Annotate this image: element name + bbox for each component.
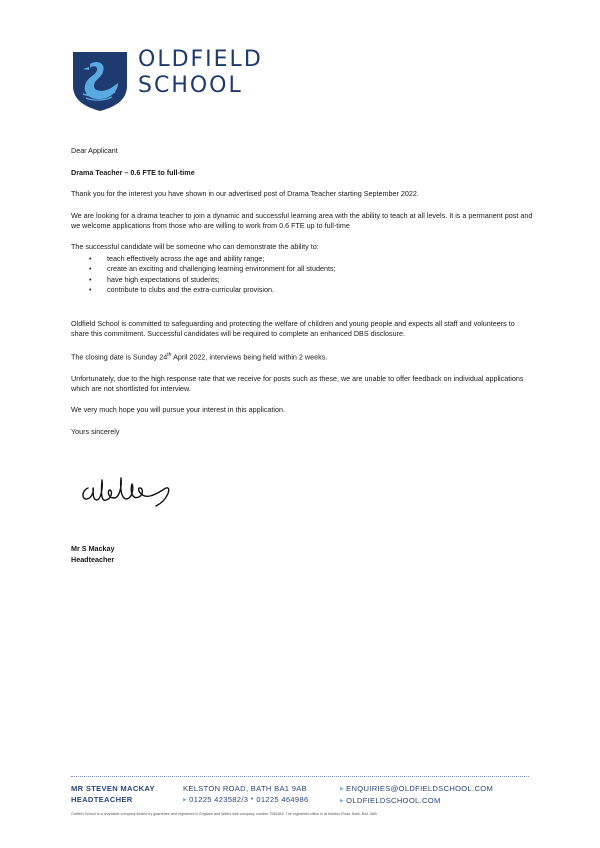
safeguarding-paragraph: Oldfield School is committed to safeguarding and protecting the welfare of children and young people and expects all staff and volunteers to share this commitment. Successful candidates will be required to complete an enhanced DBS disclosure. bbox=[71, 319, 515, 339]
web-arrow-icon: ▶ bbox=[340, 798, 345, 804]
signature-image bbox=[76, 466, 202, 514]
swan-shield-icon bbox=[71, 50, 129, 112]
footer-phone-line bbox=[183, 794, 309, 806]
closing-date-paragraph bbox=[71, 350, 533, 363]
footer-email-line[interactable] bbox=[340, 783, 493, 795]
footer-email[interactable]: ENQUIRIES@OLDFIELDSCHOOL.COM bbox=[346, 784, 494, 793]
feedback-paragraph: Unfortunately, due to the high response rate that we receive for posts such as these, we are unable to offer feedback on individual applications which are not shortlisted for interview. bbox=[71, 374, 524, 394]
phone-arrow-icon: ▶ bbox=[183, 797, 188, 803]
footer-head-title: HEADTEACHER bbox=[71, 795, 133, 804]
signoff: Yours sincerely bbox=[71, 426, 120, 436]
footer-headteacher bbox=[71, 783, 155, 805]
school-name bbox=[138, 47, 263, 99]
footer-website[interactable]: OLDFIELDSCHOOL.COM bbox=[346, 796, 441, 805]
footer-website-line[interactable] bbox=[340, 795, 493, 807]
footer-head-name: MR STEVEN MACKAY bbox=[71, 784, 155, 793]
school-name-line1: OLDFIELD bbox=[138, 47, 263, 72]
footer-divider bbox=[71, 776, 529, 777]
closing-date-text: The closing date is Sunday 24 bbox=[71, 352, 168, 362]
signatory-name: Mr S Mackay bbox=[71, 544, 115, 553]
closing-hope-paragraph: We very much hope you will pursue your interest in this application. bbox=[71, 405, 285, 415]
footer-online bbox=[340, 783, 493, 807]
salutation: Dear Applicant bbox=[71, 146, 118, 155]
intro-paragraph: Thank you for the interest you have shown in our advertised post of Drama Teacher starting September 2022. bbox=[71, 189, 419, 199]
list-item: • teach effectively across the age and ability range; bbox=[71, 254, 533, 264]
criteria-intro: The successful candidate will be someone who can demonstrate the ability to: bbox=[71, 242, 319, 252]
list-item: • have high expectations of students; bbox=[71, 275, 533, 285]
closing-date-ordinal: th bbox=[167, 352, 172, 359]
signatory-block bbox=[71, 544, 115, 565]
email-arrow-icon: ▶ bbox=[340, 786, 345, 792]
signatory-title: Headteacher bbox=[71, 554, 115, 564]
closing-date-rest: April 2022, interviews being held within 2 weeks. bbox=[171, 352, 328, 362]
footer-address: KELSTON ROAD, BATH BA1 9AB bbox=[183, 784, 307, 793]
letter-body bbox=[71, 146, 533, 437]
post-description-paragraph: We are looking for a drama teacher to join a dynamic and successful learning area with the ability to teach at all levels. It is a permanent post and we welcome applications from those who are willing to work from 0.6 FTE up to full-time bbox=[71, 210, 533, 230]
list-item: • contribute to clubs and the extra-curricular provision. bbox=[71, 285, 533, 295]
legal-notice: Oldfield School is a charitable company limited by guarantee and registered in England and Wales with company number 7545365. The registered office is at Kelston Road, Bath, BA1 9AB bbox=[71, 812, 377, 816]
letter-subject: Drama Teacher – 0.6 FTE to full-time bbox=[71, 168, 195, 178]
footer-contact bbox=[183, 783, 309, 806]
footer-phone: 01225 423582/3 * 01225 464986 bbox=[189, 795, 309, 804]
list-item: • create an exciting and challenging learning environment for all students; bbox=[71, 264, 533, 274]
school-name-line2: SCHOOL bbox=[138, 73, 243, 98]
criteria-list bbox=[71, 254, 533, 295]
